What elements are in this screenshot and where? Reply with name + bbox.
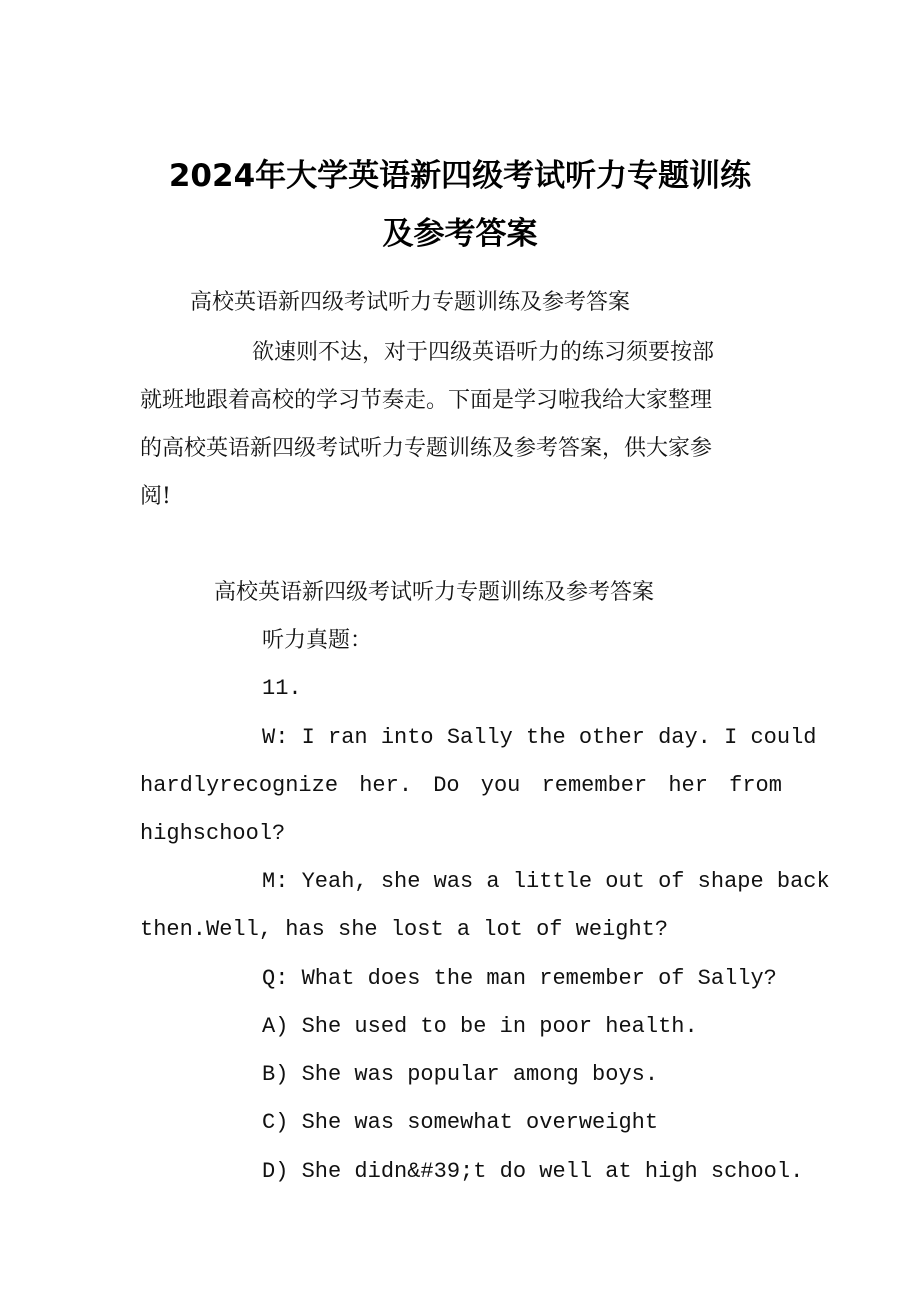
dialogue-word: from <box>729 773 782 798</box>
dialogue-word: her. <box>359 773 413 798</box>
intro-paragraph-line-3: 的高校英语新四级考试听力专题训练及参考答案，供大家参 <box>140 436 713 461</box>
dialogue-woman-line-2 <box>140 771 782 801</box>
question-text: Q: What does the man remember of Sally? <box>262 966 777 991</box>
dialogue-word: hardlyrecognize <box>140 773 339 798</box>
document-title-line-2: 及参考答案 <box>382 216 538 252</box>
listening-label: 听力真题： <box>262 628 373 653</box>
document-subtitle: 高校英语新四级考试听力专题训练及参考答案 <box>190 290 631 315</box>
answer-option-a: A) She used to be in poor health. <box>262 1014 698 1039</box>
dialogue-woman-line-1: W: I ran into Sally the other day. I could <box>262 725 817 750</box>
section-heading: 高校英语新四级考试听力专题训练及参考答案 <box>214 580 655 605</box>
answer-option-c: C) She was somewhat overweight <box>262 1110 659 1135</box>
document-title-line-1: 2024年大学英语新四级考试听力专题训练 <box>168 158 752 194</box>
dialogue-word: remember <box>541 773 648 798</box>
dialogue-man-line-1: M: Yeah, she was a little out of shape back <box>262 869 830 894</box>
dialogue-man-line-2: then.Well, has she lost a lot of weight? <box>140 917 669 942</box>
intro-paragraph-line-1: 欲速则不达，对于四级英语听力的练习须要按部 <box>252 340 715 365</box>
answer-option-b: B) She was popular among boys. <box>262 1062 659 1087</box>
question-number: 11. <box>262 676 302 701</box>
dialogue-word: you <box>480 773 521 798</box>
intro-paragraph-line-2: 就班地跟着高校的学习节奏走。下面是学习啦我给大家整理 <box>140 388 713 413</box>
dialogue-word: Do <box>433 773 460 798</box>
dialogue-woman-line-3: highschool? <box>140 821 286 846</box>
intro-paragraph-line-4: 阅! <box>140 484 171 509</box>
answer-option-d: D) She didn&#39;t do well at high school. <box>262 1159 804 1184</box>
dialogue-word: her <box>668 773 708 798</box>
